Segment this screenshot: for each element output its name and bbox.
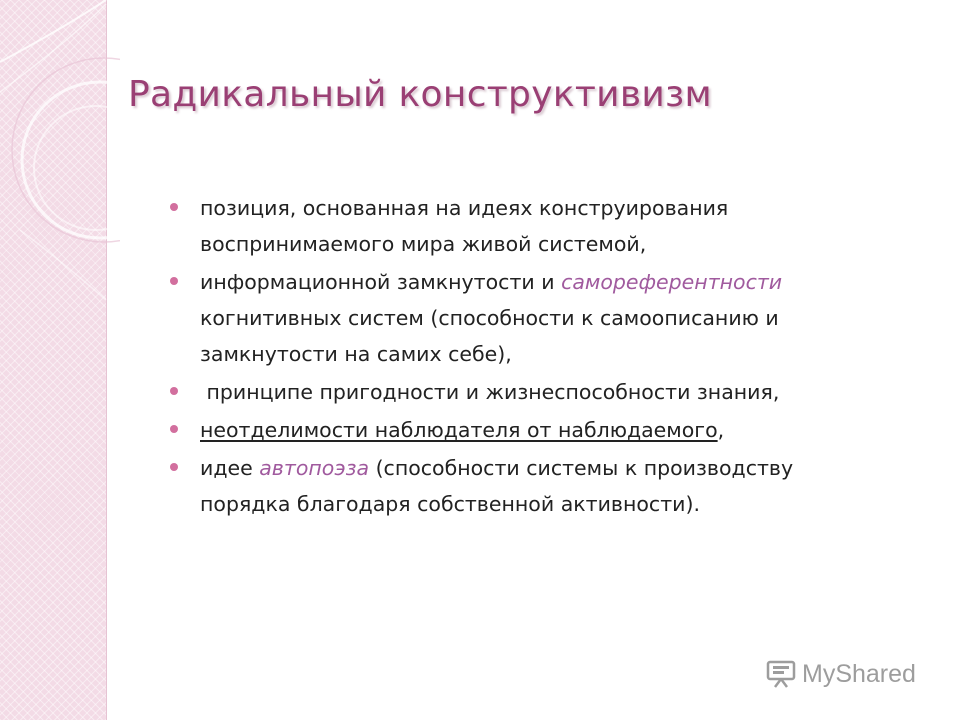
decorative-arcs [0,0,120,720]
bullet-dot-icon [170,277,178,285]
bullet-text: воспринимаемого мира живой системой, [200,232,647,256]
bullet-text: позиция, основанная на идеях конструирования [200,196,729,220]
bullet-text: (способности системы к производству [369,456,794,480]
term-highlight: автопоэза [259,456,370,480]
presentation-board-icon [766,660,796,688]
underlined-text: неотделимости наблюдателя от наблюдаемого [200,418,718,442]
bullet-dot-icon [170,425,178,433]
bullet-text: , [717,418,725,442]
watermark [766,658,916,690]
watermark-text: MyShared [802,659,916,688]
list-item [170,264,910,372]
list-item [170,412,910,448]
bullet-text: идее [200,456,260,480]
bullet-text: принципе пригодности и жизнеспособности знания, [200,380,780,404]
bullet-text: замкнутости на самих себе), [200,342,512,366]
list-item [170,450,910,522]
bullet-dot-icon [170,463,178,471]
term-highlight: самореферентности [561,270,783,294]
list-item [170,190,910,262]
bullet-text: информационной замкнутости и [200,270,562,294]
bullet-text: когнитивных систем (способности к самоописанию и [200,306,779,330]
slide-title: Радикальный конструктивизм [128,74,712,115]
bullet-list [170,190,910,524]
bullet-dot-icon [170,387,178,395]
list-item [170,374,910,410]
bullet-dot-icon [170,203,178,211]
bullet-text: порядка благодаря собственной активности). [200,492,700,516]
